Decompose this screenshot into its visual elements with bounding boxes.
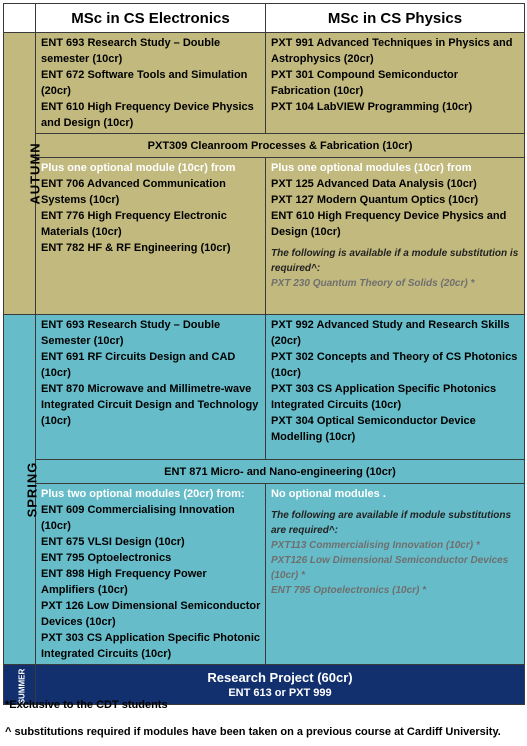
substitution-note: The following is available if a module substitution is required^:	[271, 248, 519, 274]
module-item: ENT 795 Optoelectronics	[41, 552, 172, 564]
spring-shared-row	[4, 460, 525, 484]
module-item: ENT 693 Research Study – Double Semester (10cr)	[41, 319, 221, 347]
autumn-shared-row	[4, 134, 525, 158]
substitute-module: PXT113 Commercialising Innovation (10cr) *	[271, 540, 480, 551]
module-item: PXT 992 Advanced Study and Research Skills (20cr)	[271, 319, 510, 347]
spring-physics-optional	[266, 484, 525, 665]
spring-electronics-core	[36, 315, 266, 460]
substitute-module: PXT 230 Quantum Theory of Solids (20cr) *	[271, 278, 475, 289]
module-item: PXT 302 Concepts and Theory of CS Photonics (10cr)	[271, 351, 518, 379]
semester-label-spring	[4, 315, 40, 665]
autumn-electronics-optional	[36, 158, 266, 315]
autumn-optional-row	[4, 158, 525, 315]
spring-electronics-optional	[36, 484, 266, 665]
autumn-shared-module: PXT309 Cleanroom Processes & Fabrication (10cr)	[36, 134, 525, 158]
summer-label-text: SUMMER	[17, 668, 27, 704]
optional-heading: Plus one optional modules (10cr) from	[271, 162, 472, 174]
module-item: PXT 127 Modern Quantum Optics (10cr)	[271, 194, 479, 206]
research-project-title: Research Project (60cr)	[207, 669, 353, 685]
module-item: ENT 610 High Frequency Device Physics and Design (10cr)	[41, 101, 254, 129]
module-item: ENT 782 HF & RF Engineering (10cr)	[41, 242, 231, 254]
module-item: ENT 691 RF Circuits Design and CAD (10cr)	[41, 351, 236, 379]
research-project-codes: ENT 613 or PXT 999	[228, 686, 332, 699]
autumn-label-text: AUTUMN	[27, 141, 43, 205]
substitute-module: ENT 795 Optoelectronics (10cr) *	[271, 585, 427, 596]
header-blank-cell	[4, 4, 36, 33]
spring-label-text: SPRING	[24, 461, 40, 517]
programme-table	[3, 3, 525, 705]
spring-optional-row	[4, 484, 525, 665]
module-item: PXT 303 CS Application Specific Photonic Integrated Circuits (10cr)	[41, 632, 261, 660]
semester-label-autumn	[4, 33, 43, 315]
optional-heading: Plus two optional modules (20cr) from:	[41, 488, 245, 500]
header-electronics: MSc in CS Electronics	[36, 4, 266, 33]
module-item: PXT 104 LabVIEW Programming (10cr)	[271, 101, 473, 113]
substitute-module: PXT126 Low Dimensional Semiconductor Devices (10cr) *	[271, 555, 509, 581]
header-physics: MSc in CS Physics	[266, 4, 525, 33]
module-item: ENT 898 High Frequency Power Amplifiers (10cr)	[41, 568, 207, 596]
footnote-substitution: ^ substitutions required if modules have been taken on a previous course at Cardiff University.	[5, 726, 501, 738]
module-item: PXT 991 Advanced Techniques in Physics and Astrophysics (20cr)	[271, 37, 513, 65]
module-item: ENT 610 High Frequency Device Physics and Design (10cr)	[271, 210, 507, 238]
module-item: PXT 304 Optical Semiconductor Device Modelling (10cr)	[271, 415, 476, 443]
spring-core-row	[4, 315, 525, 460]
module-item: ENT 706 Advanced Communication Systems (10cr)	[41, 178, 226, 206]
spring-shared-module: ENT 871 Micro- and Nano-engineering (10cr)	[36, 460, 525, 484]
autumn-physics-core	[266, 33, 525, 134]
module-item: PXT 126 Low Dimensional Semiconductor Devices (10cr)	[41, 600, 261, 628]
module-item: ENT 870 Microwave and Millimetre-wave Integrated Circuit Design and Technology (10cr)	[41, 383, 259, 427]
module-item: PXT 301 Compound Semiconductor Fabrication (10cr)	[271, 69, 459, 97]
autumn-core-row	[4, 33, 525, 134]
optional-heading: Plus one optional module (10cr) from	[41, 162, 236, 174]
autumn-electronics-core	[36, 33, 266, 134]
substitution-note: The following are available if module substitutions are required^:	[271, 510, 512, 536]
header-row	[4, 4, 525, 33]
module-item: PXT 125 Advanced Data Analysis (10cr)	[271, 178, 477, 190]
module-item: PXT 303 CS Application Specific Photonics Integrated Circuits (10cr)	[271, 383, 497, 411]
optional-heading: No optional modules .	[271, 488, 386, 500]
module-item: ENT 776 High Frequency Electronic Materials (10cr)	[41, 210, 227, 238]
autumn-physics-optional	[266, 158, 525, 315]
module-item: ENT 672 Software Tools and Simulation (20cr)	[41, 69, 248, 97]
module-item: ENT 675 VLSI Design (10cr)	[41, 536, 185, 548]
module-item: ENT 693 Research Study – Double semester (10cr)	[41, 37, 221, 65]
footnote-exclusive: *Exclusive to the CDT students	[5, 699, 168, 711]
module-item: ENT 609 Commercialising Innovation (10cr)	[41, 504, 235, 532]
spring-physics-core	[266, 315, 525, 460]
